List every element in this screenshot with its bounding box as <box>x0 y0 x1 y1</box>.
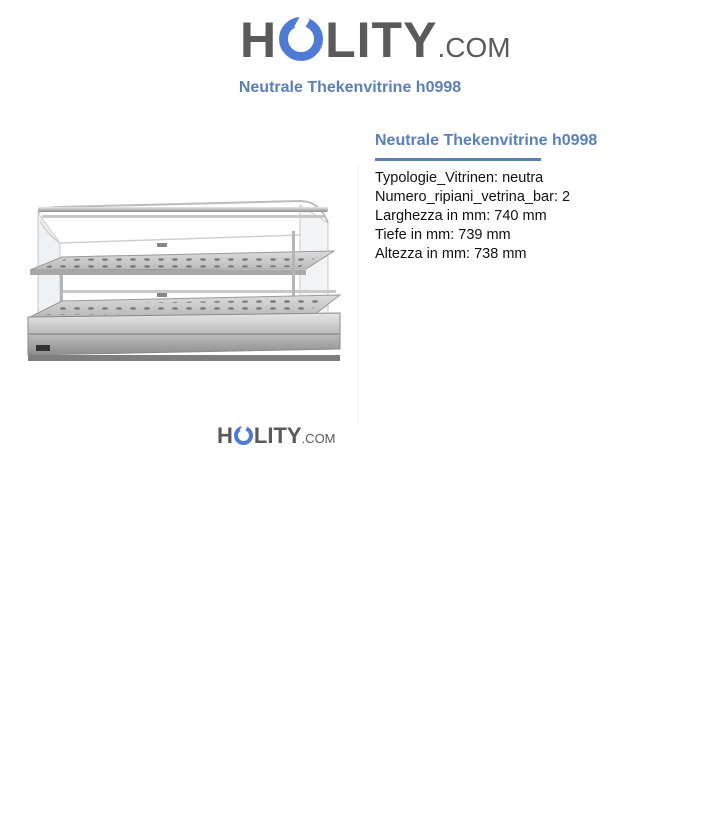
product-details <box>375 131 695 264</box>
logo-small-prefix: H <box>217 423 233 448</box>
logo-prefix: H <box>240 12 278 68</box>
spec-depth: Tiefe in mm: 739 mm <box>375 227 511 243</box>
logo-o-ring-icon <box>279 17 323 61</box>
logo-domain: .COM <box>437 32 511 63</box>
logo-small-o-ring-icon <box>234 426 253 445</box>
product-image <box>0 165 360 425</box>
spec-width: Larghezza in mm: 740 mm <box>375 208 547 224</box>
title-underline <box>375 158 541 161</box>
spec-typology: Typologie_Vitrinen: neutra <box>375 170 544 186</box>
product-title: Neutrale Thekenvitrine h0998 <box>375 132 598 149</box>
holity-logo[interactable] <box>240 12 511 68</box>
spec-height: Altezza in mm: 738 mm <box>375 246 527 262</box>
spec-shelves: Numero_ripiani_vetrina_bar: 2 <box>375 189 571 205</box>
page-title: Neutrale Thekenvitrine h0998 <box>238 79 462 96</box>
holity-logo-small[interactable] <box>217 423 336 449</box>
logo-suffix: LITY <box>325 12 438 68</box>
display-case-image <box>0 165 360 425</box>
logo-small-suffix: LITY <box>253 423 302 448</box>
logo-small-domain: .COM <box>301 431 336 446</box>
